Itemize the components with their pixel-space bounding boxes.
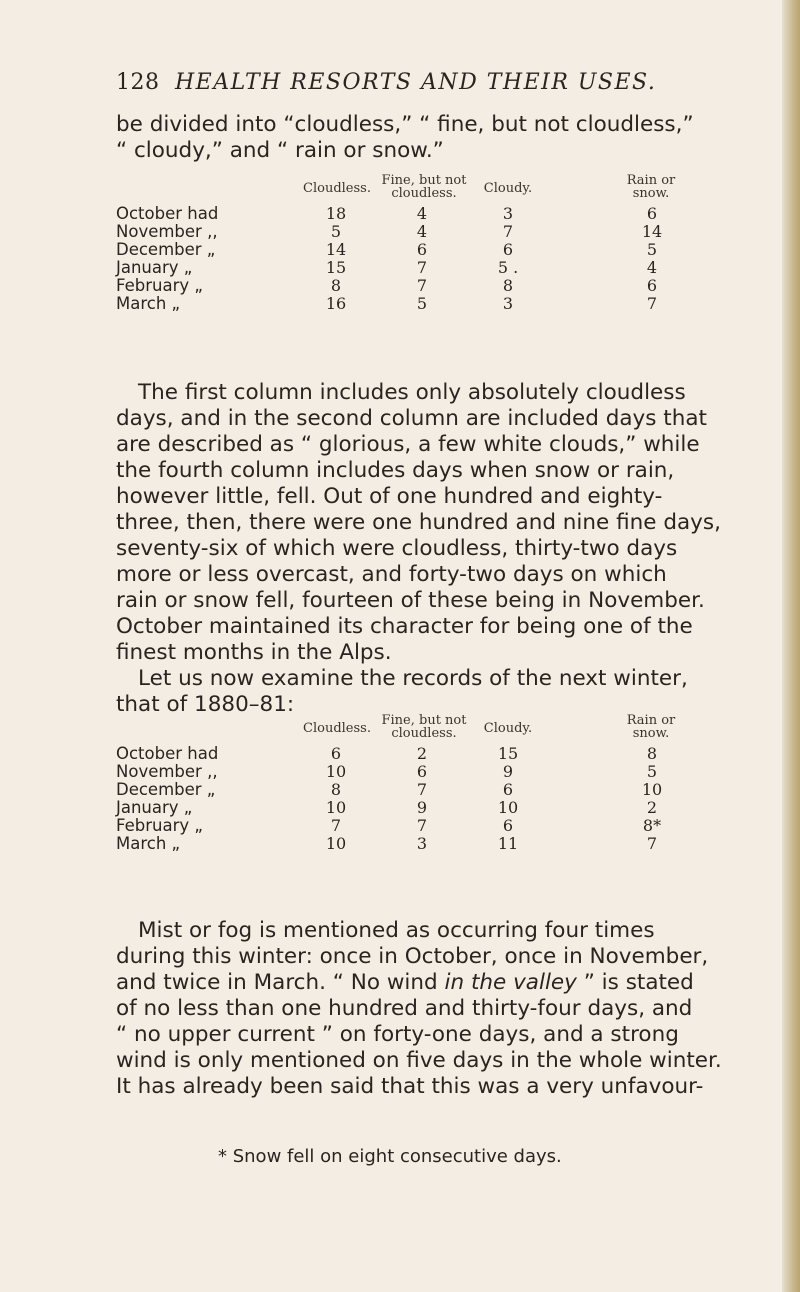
- text-line: finest months in the Alps.: [116, 640, 392, 665]
- col-header-rain: [616, 714, 686, 740]
- col-header-cloudy: Cloudy.: [483, 181, 533, 196]
- cloudless-value: 15: [325, 258, 347, 277]
- text-line: rain or snow fell, fourteen of these being in November.: [116, 588, 705, 613]
- rain-value: 5: [646, 240, 658, 259]
- text-line: It has already been said that this was a very unfavour-: [116, 1074, 704, 1099]
- cloudy-value: 6: [502, 780, 514, 799]
- text-line: more or less overcast, and forty-two days on which: [116, 562, 667, 587]
- text-line: Let us now examine the records of the next winter,: [138, 666, 688, 691]
- page-header: [116, 70, 676, 95]
- rain-value: 8*: [642, 816, 662, 835]
- month-label: November ,,: [116, 762, 218, 781]
- cloudy-value: 3: [502, 294, 514, 313]
- text-line: “ no upper current ” on forty-one days, and a strong: [116, 1022, 679, 1047]
- table-row: [116, 780, 736, 797]
- running-title: HEALTH RESORTS AND THEIR USES.: [175, 70, 657, 95]
- cloudless-value: 10: [325, 834, 347, 853]
- cloudless-value: 10: [325, 798, 347, 817]
- text-line: however little, fell. Out of one hundred and eighty-: [116, 484, 663, 509]
- cloudy-value: 8: [502, 276, 514, 295]
- col-header-rain-line1: Rain or: [626, 173, 676, 188]
- col-header-rain-line2: snow.: [632, 726, 670, 741]
- fine-value: 4: [416, 222, 428, 241]
- table-row: [116, 744, 736, 761]
- text-line: wind is only mentioned on five days in the whole winter.: [116, 1048, 722, 1073]
- table-row: [116, 762, 736, 779]
- col-header-fine: [374, 714, 474, 740]
- cloudy-value: 9: [502, 762, 514, 781]
- cloudless-value: 7: [330, 816, 342, 835]
- month-label: February „: [116, 276, 203, 295]
- page-number: 128: [116, 70, 160, 95]
- fine-value: 7: [416, 816, 428, 835]
- footnote: * Snow fell on eight consecutive days.: [218, 1146, 562, 1167]
- text-line: Mist or fog is mentioned as occurring four times: [138, 918, 655, 943]
- table-row: [116, 834, 736, 851]
- fine-value: 7: [416, 780, 428, 799]
- rain-value: 7: [646, 294, 658, 313]
- fine-value: 6: [416, 240, 428, 259]
- rain-value: 8: [646, 744, 658, 763]
- cloudy-value: 11: [497, 834, 519, 853]
- rain-value: 2: [646, 798, 658, 817]
- text-line: that of 1880–81:: [116, 692, 295, 717]
- rain-value: 14: [641, 222, 663, 241]
- rain-value: 5: [646, 762, 658, 781]
- month-label: November ,,: [116, 222, 218, 241]
- text-line: ” is stated: [576, 970, 694, 995]
- text-line: are described as “ glorious, a few white clouds,” while: [116, 432, 700, 457]
- fine-value: 9: [416, 798, 428, 817]
- italic-phrase: in the valley: [444, 970, 577, 995]
- rain-value: 7: [646, 834, 658, 853]
- col-header-cloudy: Cloudy.: [483, 721, 533, 736]
- intro-line: be divided into “cloudless,” “ fine, but not cloudless,”: [116, 112, 694, 137]
- fine-value: 2: [416, 744, 428, 763]
- table-row: [116, 222, 736, 239]
- fine-value: 5: [416, 294, 428, 313]
- col-header-fine-line1: Fine, but not: [381, 173, 467, 188]
- col-header-rain-line1: Rain or: [626, 713, 676, 728]
- month-label: February „: [116, 816, 203, 835]
- text-line: during this winter: once in October, once in November,: [116, 944, 709, 969]
- cloudless-value: 18: [325, 204, 347, 223]
- cloudless-value: 8: [330, 780, 342, 799]
- table-row: [116, 276, 736, 293]
- cloudless-value: 16: [325, 294, 347, 313]
- table-row: [116, 258, 736, 275]
- month-label: December „: [116, 780, 216, 799]
- cloudless-value: 6: [330, 744, 342, 763]
- table-row: [116, 294, 736, 311]
- cloudless-value: 5: [330, 222, 342, 241]
- fine-value: 7: [416, 258, 428, 277]
- intro-line: “ cloudy,” and “ rain or snow.”: [116, 138, 444, 163]
- month-label: March „: [116, 834, 181, 853]
- table-row: [116, 240, 736, 257]
- cloudless-value: 14: [325, 240, 347, 259]
- cloudy-value: 15: [497, 744, 519, 763]
- text-line: of no less than one hundred and thirty-four days, and: [116, 996, 693, 1021]
- col-header-fine-line1: Fine, but not: [381, 713, 467, 728]
- rain-value: 6: [646, 204, 658, 223]
- col-header-fine-line2: cloudless.: [391, 726, 457, 741]
- month-label: January „: [116, 798, 193, 817]
- text-line: days, and in the second column are included days that: [116, 406, 707, 431]
- intro-paragraph: [116, 112, 730, 164]
- cloudy-value: 10: [497, 798, 519, 817]
- cloudy-value: 5 .: [497, 258, 519, 277]
- month-label: December „: [116, 240, 216, 259]
- col-header-rain-line2: snow.: [632, 186, 670, 201]
- month-label: October had: [116, 744, 219, 763]
- cloudy-value: 3: [502, 204, 514, 223]
- col-header-cloudless: Cloudless.: [303, 181, 371, 196]
- cloudless-value: 10: [325, 762, 347, 781]
- body-paragraph-2: [116, 666, 730, 718]
- text-line: October maintained its character for being one of the: [116, 614, 693, 639]
- table-row: [116, 798, 736, 815]
- col-header-fine: [374, 174, 474, 200]
- body-paragraph-3: [116, 918, 730, 1100]
- month-label: January „: [116, 258, 193, 277]
- fine-value: 3: [416, 834, 428, 853]
- text-line: three, then, there were one hundred and nine fine days,: [116, 510, 721, 535]
- month-label: March „: [116, 294, 181, 313]
- table-row: [116, 816, 736, 833]
- page-edge: [782, 0, 800, 1292]
- text-line: and twice in March. “ No wind: [116, 970, 445, 995]
- cloudy-value: 6: [502, 816, 514, 835]
- fine-value: 6: [416, 762, 428, 781]
- col-header-cloudless: Cloudless.: [303, 721, 371, 736]
- col-header-fine-line2: cloudless.: [391, 186, 457, 201]
- cloudless-value: 8: [330, 276, 342, 295]
- month-label: October had: [116, 204, 219, 223]
- cloudy-value: 6: [502, 240, 514, 259]
- cloudy-value: 7: [502, 222, 514, 241]
- fine-value: 4: [416, 204, 428, 223]
- col-header-rain: [616, 174, 686, 200]
- fine-value: 7: [416, 276, 428, 295]
- rain-value: 10: [641, 780, 663, 799]
- text-line: The first column includes only absolutely cloudless: [138, 380, 686, 405]
- table-row: [116, 204, 736, 221]
- rain-value: 4: [646, 258, 658, 277]
- text-line: the fourth column includes days when snow or rain,: [116, 458, 675, 483]
- text-line: seventy-six of which were cloudless, thirty-two days: [116, 536, 678, 561]
- body-paragraph-1: [116, 380, 730, 666]
- rain-value: 6: [646, 276, 658, 295]
